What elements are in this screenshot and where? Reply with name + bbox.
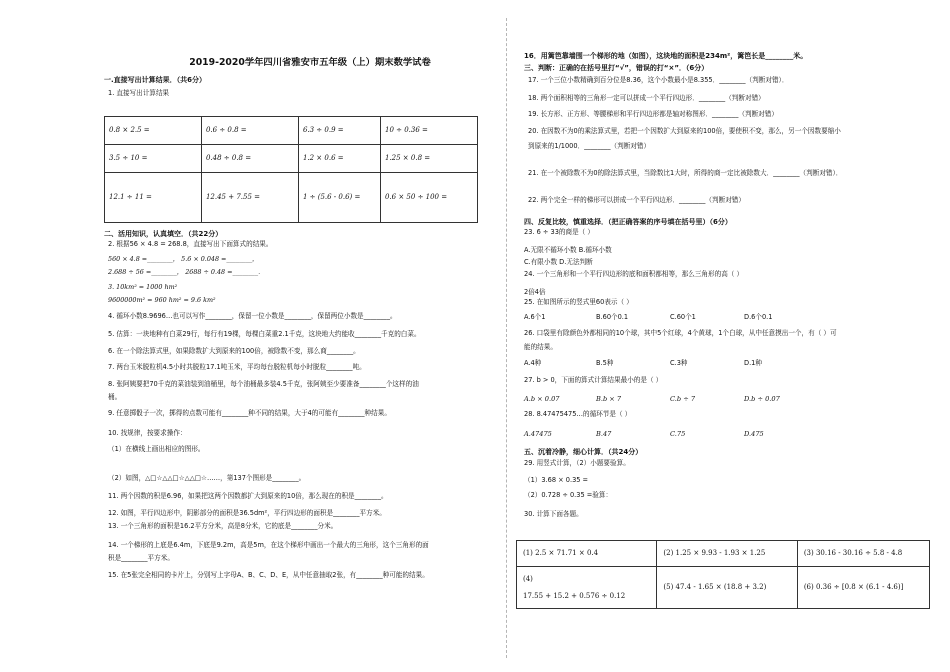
question-7: 7. 两台玉米脱粒机4.5小时共脱粒17.1吨玉米，平均每台脱粒机每小时脱粒________吨。 [108,363,366,371]
calc-cell: 1.25 × 0.8 = [380,145,477,173]
question-10: 10. 找规律，按要求操作： [108,429,187,437]
calc-cell: 1 ÷ (5.6 - 0.6) = [298,173,380,223]
question-26-option-a: A.4种 [524,359,542,367]
calc-cell: 0.8 × 2.5 = [105,117,202,145]
section-3-heading: 三、判断：正确的在括号里打“√”，错误的打“×”．（6分） [524,64,709,72]
question-6: 6. 在一个除法算式里，如果除数扩大到原来的100倍，被除数不变，那么商________。 [108,347,360,355]
question-24: 24. 一个三角形和一个平行四边形的底和面积都相等，那么三角形的高（ ） [524,270,744,278]
question-30: 30. 计算下面各题。 [524,510,583,518]
calc-cell: 3.5 ÷ 10 = [105,145,202,173]
column-divider [506,18,507,658]
calc-cell: 12.45 + 7.55 = [201,173,298,223]
question-19: 19. 长方形、正方形、等腰梯形和平行四边形都是轴对称图形．________（判断对错） [528,110,778,118]
question-16: 16．用篱笆靠墙围一个梯形的地（如图），这块地的面积是234m²，篱笆长是________米。 [524,52,808,60]
question-11: 11. 两个因数的积是6.96，如果把这两个因数都扩大到原来的10倍，那么现在的积是________。 [108,492,388,500]
question-25: 25. 在如图所示的竖式里60表示（ ） [524,298,633,306]
calc-problem: (3) 30.16 - 30.16 ÷ 5.8 - 4.8 [797,541,929,567]
question-8-line-b: 桶。 [108,393,122,401]
question-27-option-b: B.b × 7 [596,395,622,403]
calc-problem: (2) 1.25 × 9.93 - 1.93 × 1.25 [657,541,797,567]
question-18: 18. 两个面积相等的三角形一定可以拼成一个平行四边形．________（判断对错） [528,94,765,102]
calc-cell: 10 ÷ 0.36 = [380,117,477,145]
question-15: 15. 在5张完全相同的卡片上，分别写上字母A、B、C、D、E，从中任意抽取2张，有________种可能的结果。 [108,571,429,579]
question-28-option-c: C.75 [670,430,686,438]
question-5: 5. 估算：一块地种有白菜29行，每行有19棵，每棵白菜重2.1千克，这块地大约能收________千克的白菜。 [108,330,421,338]
question-25-option-a: A.6个1 [524,313,546,321]
question-24-options: 2倍4倍 [524,288,546,296]
calc-problem: (6) 0.36 ÷ [0.8 × (6.1 - 4.6)] [797,567,929,609]
question-25-option-b: B.60个0.1 [596,313,629,321]
question-29: 29. 用竖式计算，（2）小题要验算。 [524,459,630,467]
question-10-part-1: （1）在横线上画出相应的图形。 [108,445,205,453]
question-8-line-a: 8. 张阿姨要把70千克的菜油装到油桶里，每个油桶最多装4.5千克，张阿姨至少要准备________个这样的油 [108,380,419,388]
calc-problem-label: (4) [523,575,533,584]
calc-cell: 1.2 × 0.6 = [298,145,380,173]
question-14-line-b: 积是________平方米。 [108,554,174,562]
section-5-heading: 五、沉着冷静，细心计算．（共24分） [524,448,643,456]
question-17: 17. 一个三位小数精确到百分位是8.36，这个小数最小是8.355．________（判断对错）． [528,76,789,84]
question-29-part-2: （2）0.728 ÷ 0.35 =验算： [524,491,613,499]
calc-cell: 0.6 ÷ 0.8 = [201,117,298,145]
mental-calc-table [104,116,478,223]
question-4: 4. 循环小数8.9696…也可以写作________，保留一位小数是________，保留两位小数是________。 [108,312,397,320]
question-23-options-cd: C.有限小数 D.无法判断 [524,258,593,266]
question-21: 21. 在一个被除数不为0的除法算式里，当除数比1大时，所得的商一定比被除数大．________（判断对错）． [528,169,843,177]
question-29-part-1: （1）3.68 × 0.35 = [524,476,589,484]
question-27: 27. b > 0，下面的算式计算结果最小的是（ ） [524,376,663,384]
section-4-heading: 四、反复比较，慎重选择．（把正确答案的序号填在括号里）（6分） [524,218,732,226]
calc-cell: 12.1 ÷ 11 = [105,173,202,223]
question-28-option-b: B.47 [596,430,612,438]
calc-cell: 0.6 × 50 ÷ 100 = [380,173,477,223]
question-25-option-c: C.60个1 [670,313,696,321]
question-26-line-a: 26. 口袋里有除颜色外都相同的10个球，其中5个红球，4个黄球，1个白球，从中任意摸出一个，有（ ）可 [524,329,837,337]
question-28-option-d: D.475 [744,430,764,438]
question-3-line-b: 9600000m² = 960 hm² = 9.6 km² [108,296,216,304]
question-27-option-c: C.b ÷ 7 [670,395,696,403]
section-1-heading: 一.直接写出计算结果．（共6分） [104,76,207,84]
question-26-option-d: D.1种 [744,359,762,367]
calc-problem: (1) 2.5 × 71.71 × 0.4 [517,541,657,567]
question-13: 13. 一个三角形的面积是16.2平方分米，高是8分米，它的底是________分米。 [108,522,338,530]
page-title: 2019-2020学年四川省雅安市五年级（上）期末数学试卷 [189,57,431,68]
question-12: 12. 如图，平行四边形中，阴影部分的面积是36.5dm²，平行四边形的面积是________平方米。 [108,509,386,517]
question-2: 2. 根据56 × 4.8 = 268.8，直接写出下面算式的结果。 [108,240,273,248]
question-2-line-a: 560 × 4.8 =________， 5.6 × 0.048 =________， [108,255,259,263]
question-1: 1. 直接写出计算结果 [108,89,170,97]
question-28: 28. 8.47475475…的循环节是（ ） [524,410,632,418]
calc-problem-4 [517,567,657,609]
question-27-option-d: D.b ÷ 0.07 [744,395,780,403]
question-10-part-2: （2）如图，△□☆△△□☆△△□☆……，第137个图形是________。 [108,474,306,482]
question-2-line-b: 2.688 ÷ 56 =________， 2688 ÷ 0.48 =________． [108,268,265,276]
question-20-line-a: 20. 在因数不为0的乘法算式里，若把一个因数扩大到原来的100倍，要使积不变，那么，另一个因数要缩小 [528,127,841,135]
question-23: 23. 6 ÷ 33的商是（ ） [524,228,594,236]
calc-problem-expression: 17.55 + 15.2 + 0.576 ÷ 0.12 [523,591,626,600]
question-26-option-b: B.5种 [596,359,614,367]
section-2-heading: 二、活用知识，认真填空．（共22分） [104,230,223,238]
question-23-options-ab: A.无限不循环小数 B.循环小数 [524,246,612,254]
question-20-line-b: 到原来的1/1000．________（判断对错） [528,142,651,150]
question-14-line-a: 14. 一个梯形的上底是6.4m，下底是9.2m，高是5m，在这个梯形中画出一个最大的三角形，这个三角形的面 [108,541,429,549]
question-3-line-a: 3. 10km² = 1000 hm² [108,283,178,291]
calc-cell: 6.3 ÷ 0.9 = [298,117,380,145]
question-25-option-d: D.6个0.1 [744,313,773,321]
question-22: 22. 两个完全一样的梯形可以拼成一个平行四边形．________（判断对错） [528,196,745,204]
question-26-line-b: 能的结果。 [524,343,557,351]
calc-problem: (5) 47.4 - 1.65 × (18.8 + 3.2) [657,567,797,609]
calculation-table [516,540,930,609]
question-26-option-c: C.3种 [670,359,688,367]
question-28-option-a: A.47475 [524,430,552,438]
question-27-option-a: A.b × 0.07 [524,395,560,403]
calc-cell: 0.48 ÷ 0.8 = [201,145,298,173]
question-9: 9. 任意掷骰子一次，掷得的点数可能有________种不同的结果，大于4的可能有________种结果。 [108,409,391,417]
